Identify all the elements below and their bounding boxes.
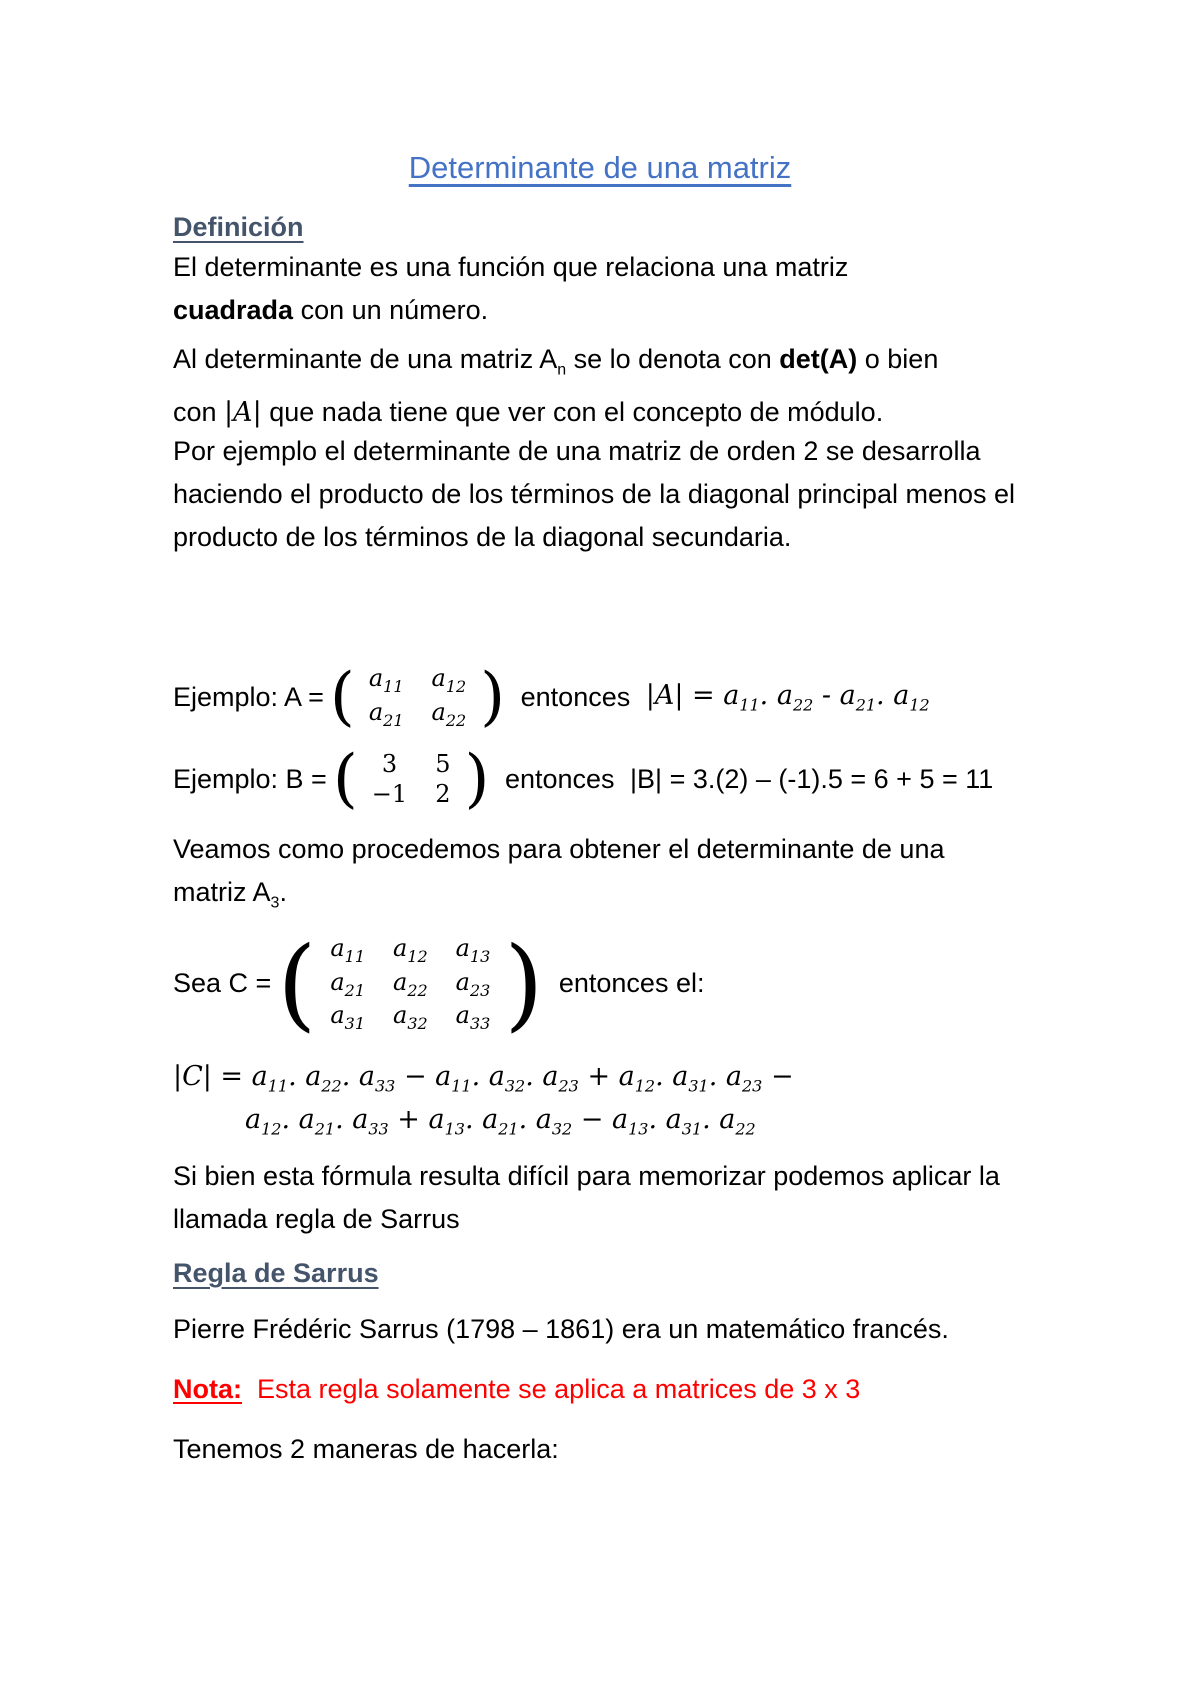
sarrus-paragraph-1: Pierre Frédéric Sarrus (1798 – 1861) era un matemático francés. [173,1314,949,1344]
text-span: se lo denota con [566,344,780,374]
formula-line-1: $|C| = a_{11}$. $a_{22}$. $a_{33} - a_{11}$. $a_{32}$. $a_{23} + a_{12}$. $a_{31}$. $a_{23}$ − [173,1061,794,1096]
ejemplo-label: Ejemplo: B = [173,763,327,794]
nota-label: Nota: [173,1374,242,1404]
subscript: n [557,361,567,379]
right-paren: ) [504,925,544,1042]
bold-text: cuadrada [173,295,294,325]
matrix-cell: 5 [435,750,451,778]
text-span: o bien [857,344,939,374]
ejemplo-1 [173,660,930,734]
determinant-formula: $|A| = a_{11}$. $a_{22} - a_{21}$. $a_{12}$ [645,679,930,715]
left-paren: ( [329,660,355,734]
matrix-cell: $a_{11}$ [330,933,365,966]
matrix-cell: 2 [435,780,451,808]
definicion-paragraph-2 [173,338,1043,434]
page-title: Determinante de una matriz [408,150,792,185]
nota-text: Esta regla solamente se aplica a matrices de 3 x 3 [242,1374,861,1404]
ejemplo-2 [173,742,993,816]
matrix-cell: $a_{13}$ [455,933,491,966]
matrix-c [316,933,504,1034]
matrix-b [358,749,465,809]
right-paren: ) [480,660,506,734]
matrix-cell: $a_{12}$ [431,664,467,696]
left-paren: ( [277,925,317,1042]
matrix-cell: $a_{22}$ [431,698,467,730]
text-span: entonces el: [551,968,705,998]
matrix-cell: −1 [371,780,408,808]
paragraph-4 [173,828,1043,924]
subscript: 3 [270,894,280,912]
ejemplo-label: Ejemplo: A = [173,681,324,712]
text-span: . [279,877,287,907]
definicion-heading: Definición [173,212,304,242]
text-span: entonces [513,681,638,712]
sarrus-heading: Regla de Sarrus [173,1258,379,1288]
definicion-paragraph-1 [173,246,1043,332]
sarrus-paragraph-2: Tenemos 2 maneras de hacerla: [173,1434,559,1464]
math-text: |A| [224,397,262,429]
matrix-cell: 3 [381,750,398,778]
text-span: Al determinante de una matriz A [173,344,558,374]
text-span: entonces [497,763,623,794]
sea-label: Sea C = [173,968,272,998]
matrix-cell: $a_{22}$ [393,967,428,1000]
text-span: El determinante es una función que relaciona una matriz [173,252,849,282]
formula-line-2: $a_{12}$. $a_{21}$. $a_{33} + a_{13}$. $a_{21}$. $a_{32} - a_{13}$. $a_{31}$. $a_{22}$ [245,1104,756,1139]
matrix-cell: $a_{31}$ [330,1001,365,1034]
text-span: que nada tiene que ver con el concepto de módulo. [261,397,884,428]
matrix-a [355,663,480,731]
matrix-cell: $a_{23}$ [455,967,491,1000]
matrix-cell: $a_{33}$ [455,1001,491,1034]
determinant-formula: |B| = 3.(2) – (-1).5 = 6 + 5 = 11 [630,763,994,794]
right-paren: ) [464,742,490,816]
nota-paragraph [173,1368,1073,1411]
matrix-cell: $a_{12}$ [393,933,428,966]
left-paren: ( [332,742,358,816]
matrix-cell: $a_{21}$ [330,967,365,1000]
text-span: matriz A [173,877,271,907]
text-span: con un número. [293,295,489,325]
sea-c [173,925,704,1042]
paragraph-5: Si bien esta fórmula resulta difícil para memorizar podemos aplicar la llamada regla de Sarrus [173,1161,1000,1234]
definicion-paragraph-3: Por ejemplo el determinante de una matriz de orden 2 se desarrolla haciendo el producto de los términos de la diagonal principal menos el producto de los términos de la diagonal secundaria. [173,436,1016,552]
matrix-cell: $a_{11}$ [368,664,404,696]
matrix-cell: $a_{32}$ [393,1001,428,1034]
matrix-cell: $a_{21}$ [368,698,404,730]
text-span: con [173,397,225,428]
bold-text: det(A) [779,344,858,374]
text-span: Veamos como procedemos para obtener el determinante de una [173,834,945,864]
